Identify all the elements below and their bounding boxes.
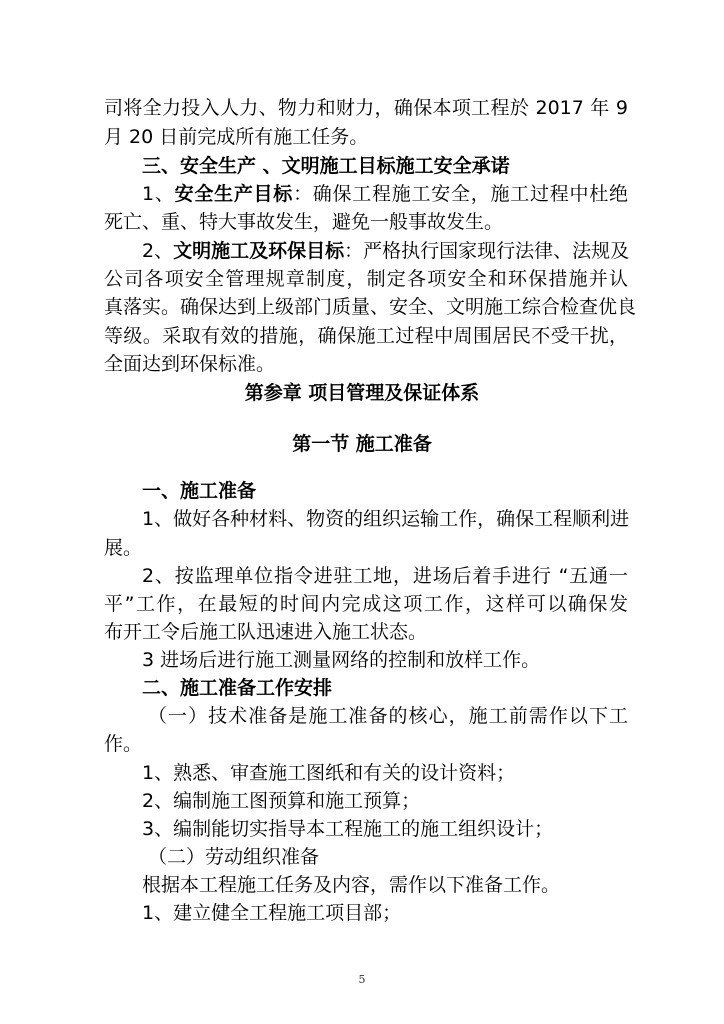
chapter-title: 第参章 项目管理及保证体系 [244, 382, 480, 404]
body-line [142, 181, 628, 207]
subheading-construction-prep: 一、施工准备 [142, 480, 257, 502]
body-line: 布开工令后施工队迅速进入施工状态。 [104, 621, 428, 643]
bold-term-civilized-construction-goal: 文明施工及环保目标 [173, 240, 345, 262]
body-line: 作。 [104, 733, 143, 755]
body-line: 2、按监理单位指令进驻工地，进场后着手进行 “五通一 [142, 565, 628, 587]
body-line: 3 进场后进行施工测量网络的控制和放样工作。 [142, 649, 541, 671]
section-title: 第一节 施工准备 [292, 433, 432, 455]
item-number: 2、 [142, 240, 174, 262]
body-line: 展。 [104, 537, 143, 559]
body-line: 3、编制能切实指导本工程施工的施工组织设计； [142, 818, 554, 840]
body-line: 月 20 日前完成所有施工任务。 [104, 126, 369, 148]
body-line: （二）劳动组织准备 [148, 846, 320, 868]
item-text: ：确保工程施工安全，施工过程中杜绝 [293, 183, 628, 205]
body-line: 1、建立健全工程施工项目部； [142, 902, 402, 924]
subheading-prep-arrangement: 二、施工准备工作安排 [142, 677, 333, 699]
bold-term-safety-goal: 安全生产目标 [174, 183, 294, 205]
body-line: 公司各项安全管理规章制度，制定各项安全和环保措施并认 [104, 268, 628, 290]
item-number: 1、 [142, 183, 175, 205]
body-line: 2、编制施工图预算和施工预算； [142, 790, 421, 812]
body-line: 1、做好各种材料、物资的组织运输工作，确保工程顺利进 [142, 508, 630, 530]
body-line [142, 238, 628, 264]
body-line: 死亡、重、特大事故发生，避免一般事故发生。 [104, 211, 504, 233]
body-line: 等级。采取有效的措施，确保施工过程中周围居民不受干扰， [104, 325, 628, 347]
subheading-safety-commitment: 三、安全生产 、文明施工目标施工安全承诺 [142, 155, 510, 177]
body-line: 司将全力投入人力、物力和财力，确保本项工程於 2017 年 9 [104, 97, 628, 119]
body-line: 根据本工程施工任务及内容，需作以下准备工作。 [142, 874, 561, 896]
item-text: ：严格执行国家现行法律、法规及 [344, 240, 630, 262]
body-line: 真落实。确保达到上级部门质量、安全、文明施工综合检查优良 [104, 296, 637, 318]
body-line: （一）技术准备是施工准备的核心，施工前需作以下工 [148, 705, 628, 727]
body-line: 1、熟悉、审查施工图纸和有关的设计资料； [142, 762, 516, 784]
page-number: 5 [358, 973, 366, 986]
body-line: 全面达到环保标准。 [104, 353, 276, 375]
body-line: 平”工作，在最短的时间内完成这项工作，这样可以确保发 [104, 593, 628, 615]
